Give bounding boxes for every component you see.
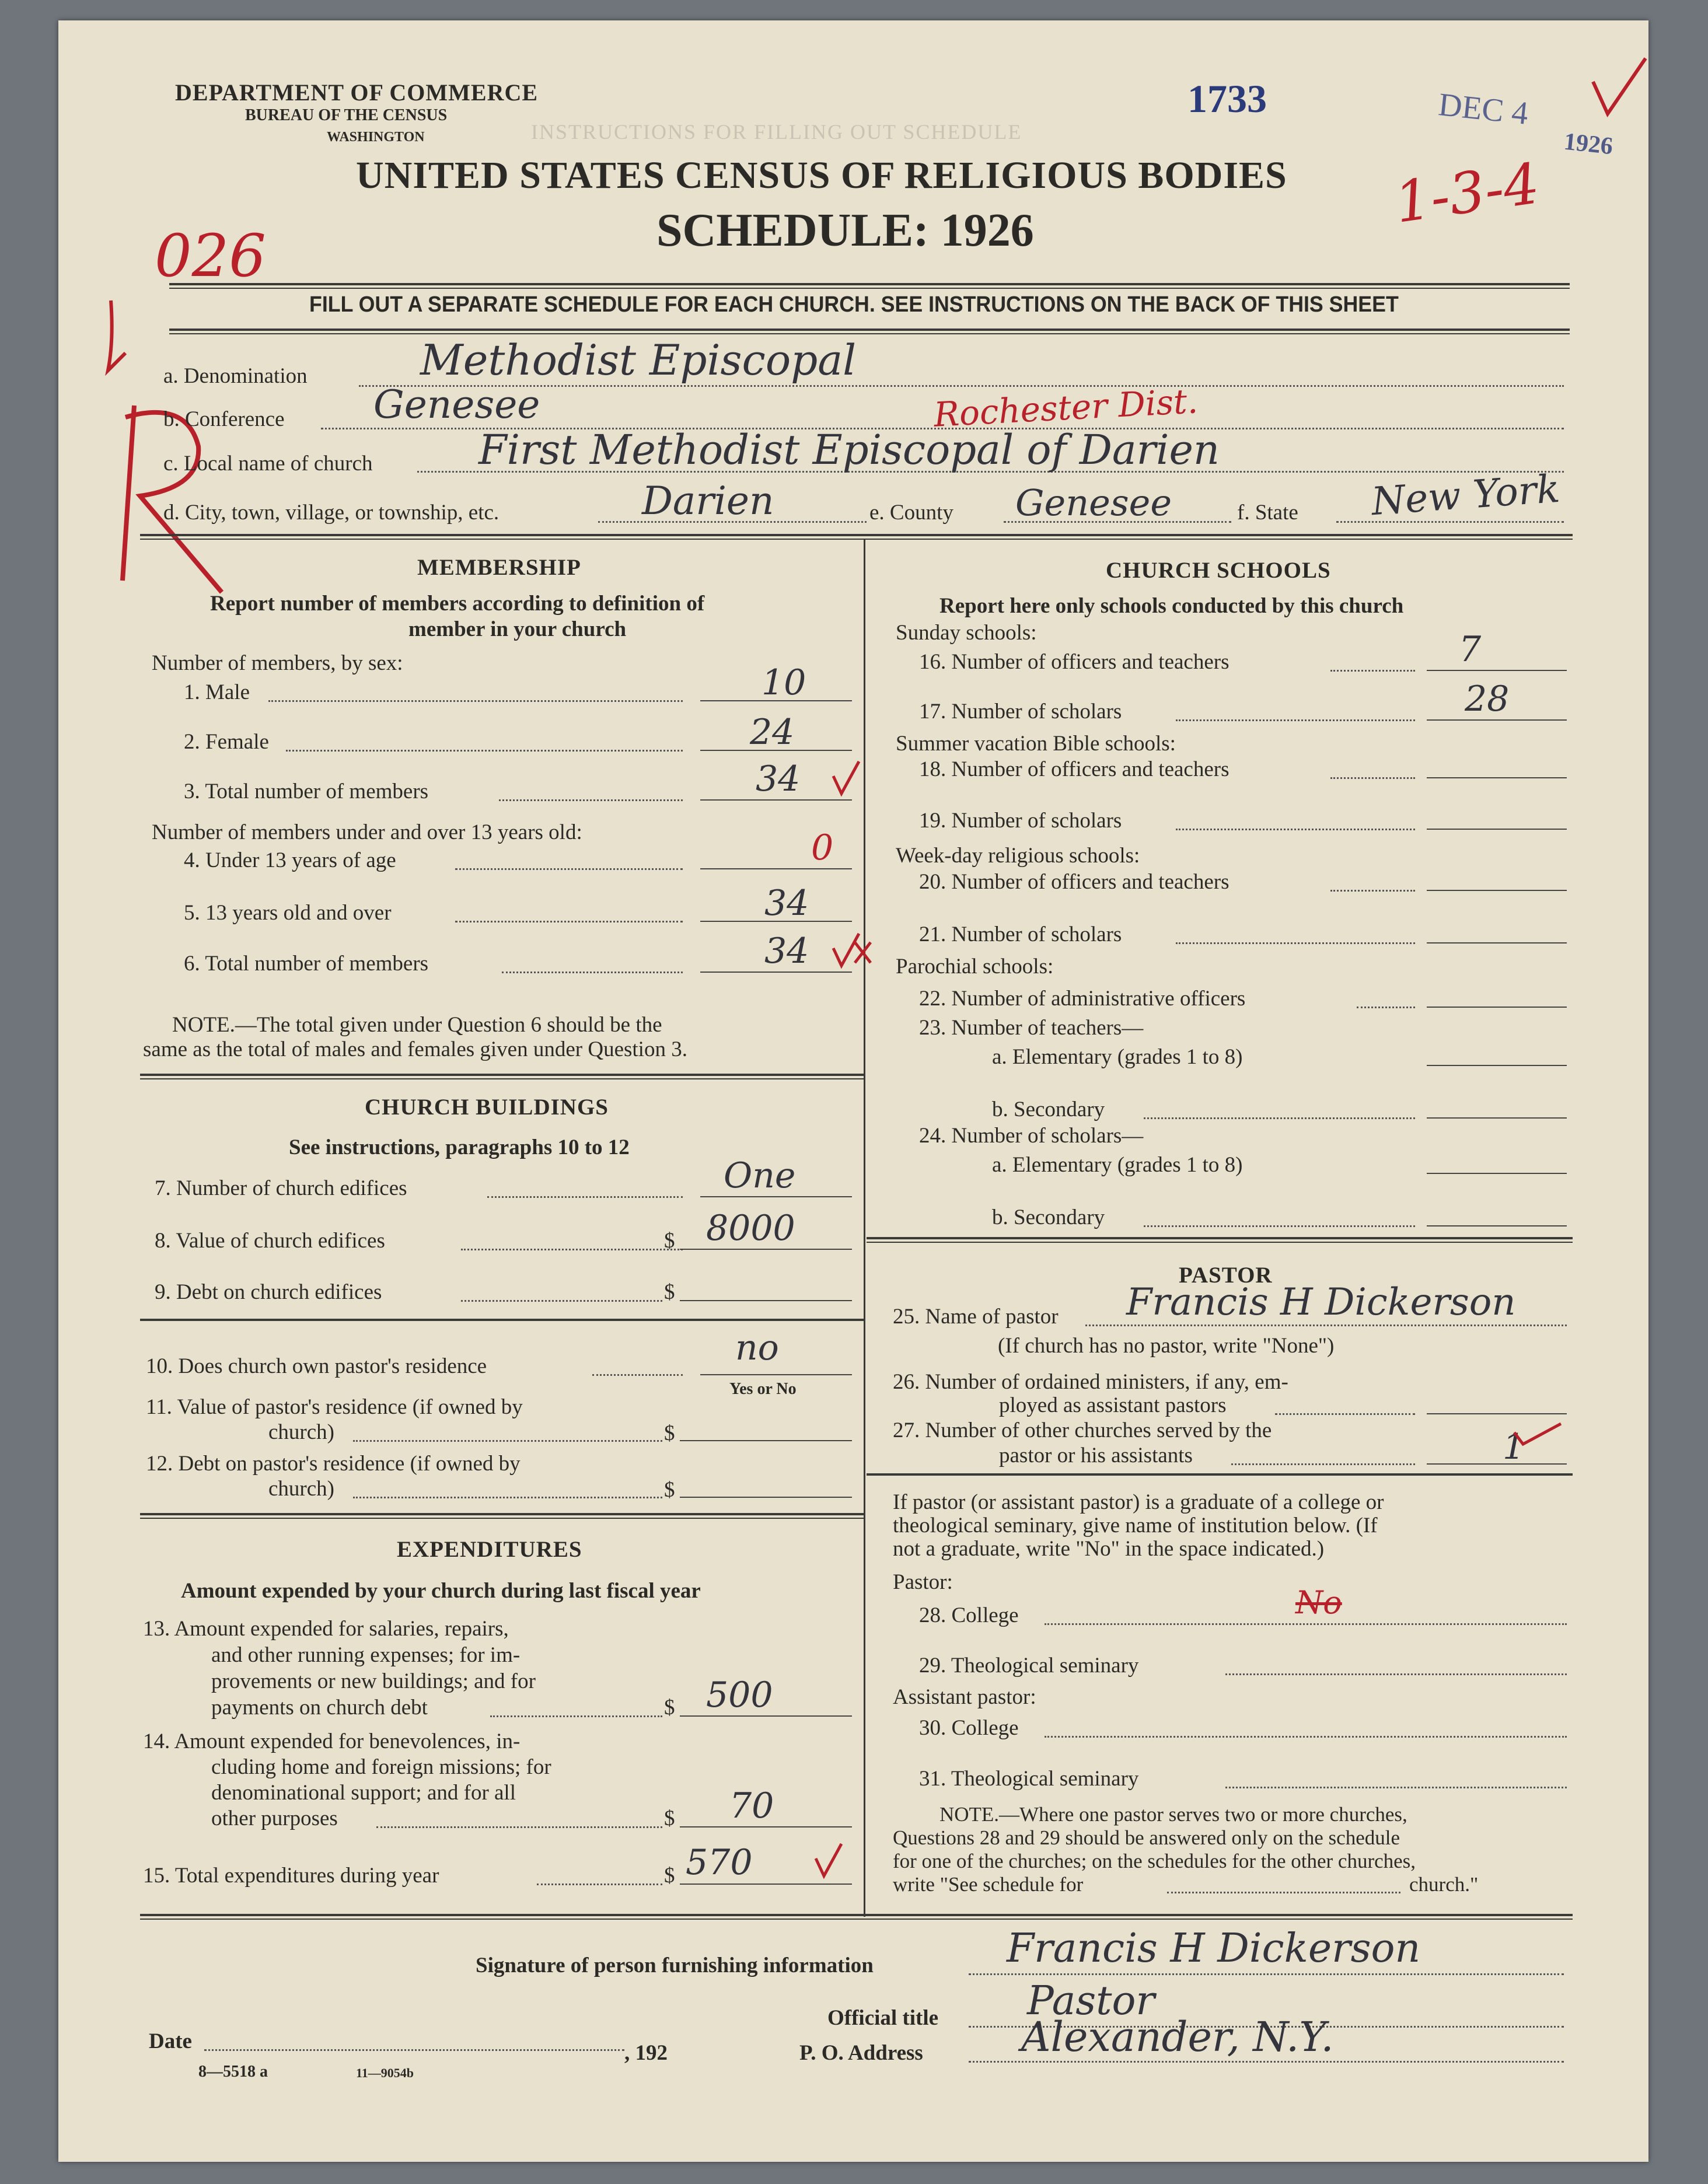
q21-field[interactable] [1427, 942, 1567, 944]
date-field[interactable] [204, 2049, 624, 2051]
q24b-field[interactable] [1427, 1225, 1567, 1226]
q18-label: 18. Number of officers and teachers [919, 757, 1230, 781]
pastor-note-3: for one of the churches; on the schedules for the other churches, [893, 1850, 1416, 1872]
yes-or-no-hint: Yes or No [729, 1380, 797, 1398]
pastor-heading: PASTOR [1179, 1263, 1273, 1288]
q17-field[interactable] [1427, 719, 1567, 721]
q15-check-icon [811, 1841, 846, 1882]
q2-leader [286, 750, 683, 752]
expenditures-intro: Amount expended by your church during last fiscal year [181, 1579, 701, 1603]
po-address-value: Alexander, N.Y. [1021, 2013, 1334, 2061]
q1-value: 10 [762, 662, 806, 703]
q12-label-1: 12. Debt on pastor's residence (if owned by [146, 1452, 521, 1476]
q19-leader [1176, 829, 1415, 830]
q11-label-1: 11. Value of pastor's residence (if owned by [146, 1395, 523, 1419]
q8-dollar: $ [664, 1229, 675, 1253]
q10-field[interactable] [700, 1374, 852, 1375]
q25-label: 25. Name of pastor [893, 1305, 1059, 1329]
graduate-note-3: not a graduate, write "No" in the space indicated.) [893, 1537, 1325, 1561]
q17-leader [1176, 719, 1415, 721]
q24b-leader [1144, 1225, 1415, 1227]
q1-label: 1. Male [184, 680, 250, 704]
q10-label: 10. Does church own pastor's residence [146, 1354, 487, 1378]
pastor-note-1: NOTE.—Where one pastor serves two or more churches, [939, 1803, 1407, 1826]
form-number: 8—5518 a [198, 2063, 268, 2081]
q29-label: 29. Theological seminary [919, 1654, 1139, 1678]
q28-label: 28. College [919, 1603, 1019, 1627]
bleed-through-text: INSTRUCTIONS FOR FILLING OUT SCHEDULE [531, 120, 1022, 144]
district-note: Rochester Dist. [932, 381, 1199, 435]
q11-field[interactable] [680, 1440, 852, 1441]
q28-value: No [1295, 1584, 1342, 1621]
q30-field[interactable] [1045, 1736, 1567, 1738]
county-value: Genesee [1015, 481, 1172, 524]
q27-field[interactable] [1427, 1463, 1567, 1465]
q8-leader [461, 1249, 683, 1250]
q3-label: 3. Total number of members [184, 780, 429, 803]
conference-label: b. Conference [163, 407, 285, 431]
q15-label: 15. Total expenditures during year [143, 1864, 439, 1888]
pastor-note-4: write "See schedule for [893, 1873, 1084, 1896]
q19-field[interactable] [1427, 829, 1567, 830]
q14-line-1: 14. Amount expended for benevolences, in- [143, 1729, 521, 1753]
q6-leader [502, 972, 683, 973]
q18-field[interactable] [1427, 777, 1567, 778]
denomination-label: a. Denomination [163, 364, 308, 388]
q14-line-4: other purposes [211, 1806, 338, 1830]
q3-field[interactable] [700, 799, 852, 801]
received-stamp-date: DEC 4 [1437, 86, 1530, 132]
county-label: e. County [869, 501, 953, 525]
q12-label-2: church) [268, 1477, 334, 1501]
q23a-label: a. Elementary (grades 1 to 8) [992, 1045, 1243, 1069]
q13-line-2: and other running expenses; for im- [211, 1643, 521, 1667]
bureau-name: BUREAU OF THE CENSUS [245, 106, 448, 124]
q4-value: 0 [811, 827, 834, 868]
q12-leader [353, 1497, 662, 1498]
q13-line-3: provements or new buildings; and for [211, 1669, 536, 1693]
local-name-value: First Methodist Episcopal of Darien [478, 426, 1220, 474]
code-right: 1-3-4 [1391, 151, 1543, 236]
q26-field[interactable] [1427, 1413, 1567, 1414]
po-address-field[interactable] [969, 2061, 1564, 2063]
print-number: 11—9054b [356, 2066, 414, 2080]
by-sex-label: Number of members, by sex: [152, 651, 403, 675]
q9-field[interactable] [680, 1300, 852, 1301]
q14-dollar: $ [664, 1806, 675, 1830]
sunday-label: Sunday schools: [896, 621, 1037, 645]
official-title-label: Official title [827, 2006, 939, 2030]
q5-leader [455, 921, 683, 922]
local-name-label: c. Local name of church [163, 452, 373, 476]
department-name: DEPARTMENT OF COMMERCE [175, 79, 539, 106]
q9-dollar: $ [664, 1280, 675, 1304]
q6-value: 34 [764, 931, 809, 972]
q7-field[interactable] [700, 1196, 852, 1197]
q16-label: 16. Number of officers and teachers [919, 650, 1230, 674]
q23b-field[interactable] [1427, 1117, 1567, 1119]
membership-intro-2: member in your church [408, 617, 627, 641]
q22-field[interactable] [1427, 1007, 1567, 1008]
census-form [58, 20, 1648, 2162]
q20-field[interactable] [1427, 890, 1567, 891]
pastor-sublabel: Pastor: [893, 1570, 953, 1594]
assistant-sublabel: Assistant pastor: [893, 1685, 1036, 1709]
q6-check-icon [829, 931, 875, 972]
q26-leader [1275, 1413, 1415, 1415]
q8-value: 8000 [706, 1208, 795, 1249]
signature-value: Francis H Dickerson [1007, 1926, 1421, 1972]
q2-value: 24 [750, 712, 795, 753]
q28-field[interactable] [1045, 1623, 1567, 1625]
q13-line-1: 13. Amount expended for salaries, repairs, [143, 1617, 509, 1641]
age-intro: Number of members under and over 13 years old: [152, 820, 582, 844]
q14-leader [376, 1826, 662, 1828]
q3-value: 34 [756, 759, 801, 799]
q1-leader [268, 700, 683, 702]
q23b-leader [1144, 1117, 1415, 1119]
q13-field[interactable] [680, 1715, 852, 1717]
membership-intro-1: Report number of members according to definition of [210, 592, 705, 616]
graduate-note-1: If pastor (or assistant pastor) is a graduate of a college or [893, 1490, 1384, 1514]
q5-value: 34 [764, 883, 809, 924]
check-mark-icon [1587, 55, 1651, 120]
q25-field[interactable] [1085, 1325, 1567, 1326]
q15-field[interactable] [680, 1884, 852, 1885]
q14-field[interactable] [680, 1826, 852, 1827]
q27-label-1: 27. Number of other churches served by the [893, 1418, 1272, 1442]
q8-field[interactable] [680, 1249, 852, 1250]
q11-label-2: church) [268, 1420, 334, 1444]
date-year-label: , 192 [624, 2041, 668, 2065]
column-divider [864, 540, 865, 1917]
q12-dollar: $ [664, 1478, 675, 1502]
q16-value: 7 [1459, 629, 1482, 670]
state-label: f. State [1237, 501, 1298, 525]
q24a-label: a. Elementary (grades 1 to 8) [992, 1153, 1243, 1177]
state-value: New York [1370, 466, 1562, 525]
q23b-label: b. Secondary [992, 1098, 1105, 1121]
q26-label-2: ployed as assistant pastors [999, 1393, 1227, 1417]
see-schedule-field[interactable] [1167, 1892, 1400, 1893]
q18-leader [1330, 777, 1415, 779]
q3-check-icon [829, 759, 864, 799]
q7-value: One [724, 1155, 796, 1196]
q21-label: 21. Number of scholars [919, 922, 1122, 946]
schedule-number: 1733 [1187, 76, 1267, 121]
separate-schedule-instruction: FILL OUT A SEPARATE SCHEDULE FOR EACH CHURCH. SEE INSTRUCTIONS ON THE BACK OF THIS SHEET [309, 292, 1399, 317]
q24b-label: b. Secondary [992, 1205, 1105, 1229]
buildings-intro: See instructions, paragraphs 10 to 12 [289, 1135, 630, 1159]
schools-bottom-rule [867, 1237, 1573, 1243]
q31-label: 31. Theological seminary [919, 1767, 1139, 1791]
q31-field[interactable] [1225, 1787, 1567, 1788]
q10-value: no [735, 1327, 779, 1368]
q27-check-icon [1511, 1415, 1564, 1450]
q20-label: 20. Number of officers and teachers [919, 870, 1230, 894]
q17-label: 17. Number of scholars [919, 700, 1122, 724]
q8-label: 8. Value of church edifices [155, 1229, 385, 1253]
q27-label-2: pastor or his assistants [999, 1444, 1193, 1467]
top-rule [169, 283, 1570, 289]
q4-leader [455, 868, 683, 870]
q13-value: 500 [706, 1675, 773, 1715]
q30-label: 30. College [919, 1716, 1019, 1740]
q4-label: 4. Under 13 years of age [184, 848, 396, 872]
buildings-bottom-rule [140, 1513, 864, 1519]
city-label: d. City, town, village, or township, etc. [163, 501, 500, 525]
q14-line-2: cluding home and foreign missions; for [211, 1755, 551, 1779]
q15-leader [537, 1884, 662, 1885]
membership-bottom-rule [140, 1074, 864, 1079]
q16-leader [1330, 670, 1415, 672]
received-stamp-year: 1926 [1562, 128, 1615, 160]
summer-label: Summer vacation Bible schools: [896, 732, 1176, 756]
q14-value: 70 [729, 1785, 774, 1826]
columns-bottom-rule [140, 1914, 1573, 1920]
graduate-note-2: theological seminary, give name of institution below. (If [893, 1514, 1378, 1537]
q23-label: 23. Number of teachers— [919, 1016, 1144, 1040]
signature-label: Signature of person furnishing information [476, 1954, 874, 1977]
q25-value: Francis H Dickerson [1126, 1281, 1516, 1324]
form-subtitle: SCHEDULE: 1926 [656, 205, 1034, 256]
denomination-value: Methodist Episcopal [420, 336, 857, 385]
q17-value: 28 [1465, 679, 1510, 719]
official-title-value: Pastor [1027, 1978, 1155, 2024]
q4-field[interactable] [700, 868, 852, 869]
q13-dollar: $ [664, 1696, 675, 1720]
city-name: WASHINGTON [327, 130, 425, 145]
pastor-note-5: church." [1409, 1873, 1479, 1896]
q9-label: 9. Debt on church edifices [155, 1280, 382, 1304]
q15-dollar: $ [664, 1864, 675, 1888]
signature-field[interactable] [969, 1973, 1564, 1975]
q15-value: 570 [686, 1842, 753, 1883]
q13-leader [490, 1715, 662, 1717]
q22-leader [1357, 1007, 1415, 1008]
form-title: UNITED STATES CENSUS OF RELIGIOUS BODIES [356, 154, 1287, 197]
membership-heading: MEMBERSHIP [417, 555, 581, 580]
q25-note: (If church has no pastor, write "None") [998, 1334, 1335, 1358]
membership-note-1: NOTE.—The total given under Question 6 should be the [172, 1013, 662, 1037]
q27-value: 1 [1503, 1427, 1525, 1467]
q24-label: 24. Number of scholars— [919, 1124, 1144, 1148]
q14-line-3: denominational support; and for all [211, 1781, 516, 1805]
q11-leader [353, 1440, 662, 1442]
state-field[interactable] [1336, 521, 1564, 523]
pastor-mid-rule [867, 1473, 1573, 1476]
buildings-heading: CHURCH BUILDINGS [365, 1095, 609, 1120]
q2-label: 2. Female [184, 730, 269, 754]
q29-field[interactable] [1225, 1673, 1567, 1675]
q3-leader [499, 799, 683, 801]
q20-leader [1330, 890, 1415, 892]
q16-field[interactable] [1427, 670, 1567, 671]
weekday-label: Week-day religious schools: [896, 844, 1140, 868]
q22-label: 22. Number of administrative officers [919, 987, 1246, 1011]
code-left: 026 [155, 222, 266, 290]
q21-leader [1176, 942, 1415, 944]
schools-intro: Report here only schools conducted by this church [939, 594, 1404, 618]
membership-note-2: same as the total of males and females given under Question 3. [143, 1037, 687, 1061]
q12-field[interactable] [680, 1497, 852, 1498]
q7-label: 7. Number of church edifices [155, 1176, 407, 1200]
second-rule [169, 329, 1570, 334]
conference-value: Genesee [373, 382, 540, 427]
q6-field[interactable] [700, 972, 852, 973]
q19-label: 19. Number of scholars [919, 809, 1122, 833]
q10-leader [592, 1374, 683, 1376]
po-address-label: P. O. Address [799, 2041, 923, 2065]
buildings-mid-rule [140, 1319, 864, 1321]
id-bottom-rule [140, 534, 1573, 540]
schools-heading: CHURCH SCHOOLS [1106, 558, 1331, 583]
pastor-note-2: Questions 28 and 29 should be answered only on the schedule [893, 1826, 1400, 1849]
q23a-field[interactable] [1427, 1065, 1567, 1066]
expenditures-heading: EXPENDITURES [397, 1537, 582, 1562]
q6-label: 6. Total number of members [184, 952, 429, 976]
city-value: Darien [642, 478, 774, 523]
q11-dollar: $ [664, 1421, 675, 1445]
margin-check-icon [93, 295, 140, 388]
q27-leader [1231, 1463, 1415, 1465]
q5-label: 5. 13 years old and over [184, 901, 392, 925]
q7-leader [487, 1196, 683, 1198]
q26-label-1: 26. Number of ordained ministers, if any, em- [893, 1370, 1288, 1394]
date-label: Date [149, 2029, 192, 2053]
q13-line-4: payments on church debt [211, 1696, 428, 1720]
q24a-field[interactable] [1427, 1173, 1567, 1174]
parochial-label: Parochial schools: [896, 955, 1054, 979]
q9-leader [461, 1300, 662, 1302]
